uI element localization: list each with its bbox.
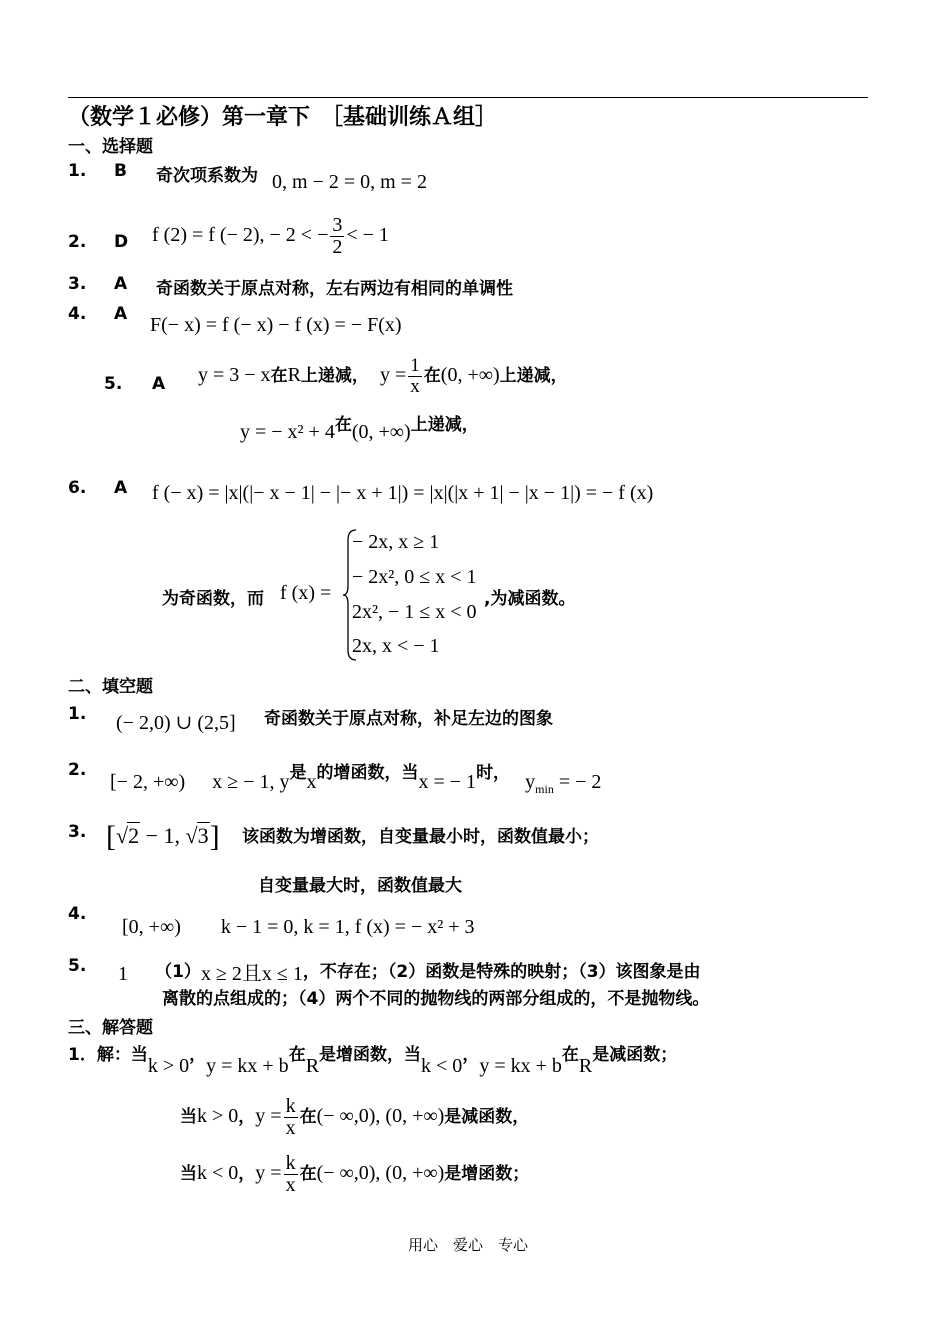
q5-expr-1: y = 3 − x — [198, 363, 271, 386]
fill-q2-y: y — [525, 771, 536, 793]
solve-q1-expr-5: y = kx + b — [479, 1055, 562, 1077]
solve-q1-text-1: ， — [189, 1045, 207, 1065]
piecewise-case-1: − 2x, x ≥ 1 — [352, 531, 440, 553]
q5-text-4: 上递减， — [499, 365, 568, 386]
fill-q2-text-2: 的增函数，当 — [316, 763, 419, 783]
fill-q3-text-2: 自变量最大时，函数值最大 — [258, 876, 462, 896]
fill-q5-answer: 1 — [118, 963, 128, 985]
q5-expr-5: y = − x² + 4 — [240, 421, 335, 443]
fraction-numerator: 3 — [332, 214, 343, 236]
header-rule — [68, 97, 868, 98]
solve-l2-pre: 当 — [180, 1107, 197, 1127]
solve-l2-text-3: 是减函数， — [444, 1107, 530, 1127]
solve-l3-expr-1: k < 0 — [197, 1162, 239, 1184]
choice-q1-text: 奇次项系数为 — [156, 166, 258, 186]
fill-q5-line1 — [118, 954, 701, 983]
choice-q4-math: F(− x) = f (− x) − f (x) = − F(x) — [150, 314, 402, 336]
piecewise-case-4: 2x, x < − 1 — [352, 635, 440, 657]
q5-text-1: 在 — [270, 365, 288, 386]
q5-text-5: 在 — [334, 415, 352, 435]
choice-q5-line2 — [240, 415, 479, 444]
solve-q1-lead: 1．解：当 — [68, 1045, 148, 1065]
fraction-denominator: x — [285, 1117, 296, 1139]
solve-q1-expr-2: y = kx + b — [206, 1055, 289, 1077]
section-fill-heading: 二、填空题 — [68, 677, 153, 697]
q5-text-2: 上递减， — [300, 365, 369, 386]
fill-q5-text-1: （1） — [155, 962, 201, 982]
left-bracket: [ — [106, 820, 116, 853]
choice-q4-answer: A — [114, 304, 128, 324]
fill-q2-expr-3: x — [306, 771, 317, 793]
choice-q1-number: 1. — [68, 161, 87, 181]
choice-q5-answer: A — [152, 374, 166, 394]
q5-expr-4: (0, +∞) — [440, 363, 500, 386]
choice-q6-number: 6. — [68, 478, 87, 498]
interval-separator: − 1, — [140, 823, 186, 848]
fraction-denominator: x — [285, 1174, 296, 1196]
fill-q2-expr-1: [− 2, +∞) — [110, 771, 186, 793]
fraction-denominator: x — [410, 375, 420, 397]
choice-q2-fraction — [330, 215, 344, 258]
solve-l2-fraction — [284, 1096, 298, 1139]
fill-q3-number: 3. — [68, 822, 87, 842]
solve-l3-expr-3: (− ∞,0), (0, +∞) — [316, 1162, 445, 1184]
sqrt-radicand-1: 2 — [128, 823, 140, 848]
section-solve-heading: 三、解答题 — [68, 1018, 153, 1038]
fill-q2-text-3: 时， — [476, 763, 511, 783]
fill-q2-number: 2. — [68, 760, 87, 780]
choice-q4-number: 4. — [68, 304, 87, 324]
solve-l3-text-3: 是增函数； — [444, 1164, 530, 1184]
fill-q1-number: 1. — [68, 704, 87, 724]
fill-q1-text: 奇函数关于原点对称，补足左边的图象 — [264, 709, 553, 729]
solve-l3-pre: 当 — [180, 1164, 197, 1184]
fraction-numerator: k — [285, 1095, 296, 1117]
fill-q5-expr: x ≥ 2且x ≤ 1 — [200, 963, 303, 985]
fill-q3-interval: [√2 − 1, √3] — [106, 820, 220, 853]
choice-q6-pre-text: 为奇函数，而 — [162, 589, 264, 609]
fill-q2-expr-2: x ≥ − 1, y — [212, 771, 290, 793]
piecewise-case-3: 2x², − 1 ≤ x < 0 — [352, 601, 477, 623]
choice-q3-number: 3. — [68, 274, 87, 294]
choice-q2-math-left: f (2) = f (− 2), − 2 < − — [152, 224, 329, 247]
fill-q5-text-2: ，不存在；（2）函数是特殊的映射；（3）该图象是由 — [302, 962, 701, 982]
q5-expr-6: (0, +∞) — [351, 421, 411, 443]
choice-q6-post-text: ,为减函数。 — [484, 589, 576, 609]
fill-q4-number: 4. — [68, 904, 87, 924]
fill-q3-text-1: 该函数为增函数，自变量最小时，函数值最小； — [242, 827, 599, 847]
choice-q6-line1: f (− x) = |x|(|− x − 1| − |− x + 1|) = |x|(|x + 1| − |x − 1|) = − f (x) — [152, 482, 654, 504]
choice-q5-number: 5. — [104, 374, 123, 394]
q5-text-6: 上递减， — [410, 415, 479, 435]
solve-q1-expr-6: R — [578, 1055, 593, 1077]
sqrt-radicand-2: 3 — [197, 823, 209, 848]
fraction-denominator: 2 — [332, 236, 343, 258]
fill-q5-line2: 离散的点组成的；（4）两个不同的抛物线的两部分组成的，不是抛物线。 — [162, 989, 710, 1009]
piecewise-case-2: − 2x², 0 ≤ x < 1 — [352, 566, 477, 588]
solve-l3-expr-2: y = — [255, 1162, 282, 1184]
fill-q4-math: [0, +∞) k − 1 = 0, k = 1, f (x) = − x² + 3 — [122, 916, 475, 938]
fill-q5-number: 5. — [68, 956, 87, 976]
page-footer: 用心 爱心 专心 — [408, 1236, 529, 1254]
q5-text-3: 在 — [423, 365, 441, 386]
fill-q2-line — [110, 758, 602, 796]
q5-fraction — [408, 356, 422, 397]
choice-q2-math-right: < − 1 — [346, 224, 389, 247]
solve-q1-line2 — [180, 1096, 529, 1139]
fraction-numerator: 1 — [410, 355, 420, 376]
choice-q6-answer: A — [114, 478, 128, 498]
solve-l2-expr-2: y = — [255, 1105, 282, 1127]
solve-q1-text-3: 是增函数，当 — [319, 1045, 422, 1065]
solve-l2-expr-1: k > 0 — [197, 1105, 239, 1127]
choice-q6-fx: f (x) = — [280, 582, 332, 604]
right-bracket: ] — [209, 820, 220, 853]
fill-q2-ymin — [525, 771, 602, 796]
solve-q1-text-6: 是减函数； — [592, 1045, 678, 1065]
solve-q1-text-2: 在 — [288, 1045, 306, 1065]
page-title: （数学１必修）第一章下 ［基础训练Ａ组］ — [68, 105, 498, 130]
choice-q3-answer: A — [114, 274, 128, 294]
fill-q2-expr-4: x = − 1 — [418, 771, 477, 793]
choice-q2-math — [152, 215, 389, 258]
solve-l2-text-1: ， — [238, 1107, 256, 1127]
solve-q1-text-5: 在 — [561, 1045, 579, 1065]
solve-l3-fraction — [284, 1153, 298, 1196]
solve-q1-expr-4: k < 0 — [421, 1055, 463, 1077]
solve-q1-line1 — [68, 1040, 678, 1077]
fraction-numerator: k — [285, 1152, 296, 1174]
choice-q2-number: 2. — [68, 232, 87, 252]
fill-q2-text-1: 是 — [289, 763, 307, 783]
solve-q1-expr-3: R — [305, 1055, 320, 1077]
solve-q1-expr-1: k > 0 — [147, 1055, 190, 1077]
fill-q2-expr-6: = − 2 — [558, 771, 602, 793]
choice-q1-answer: B — [114, 161, 127, 181]
solve-l2-text-2: 在 — [299, 1107, 317, 1127]
q5-expr-2: R — [287, 363, 301, 386]
choice-q5-line1 — [198, 356, 568, 397]
solve-q1-text-4: ， — [462, 1045, 480, 1065]
q5-expr-3: y = — [380, 363, 407, 386]
solve-l3-text-2: 在 — [299, 1164, 317, 1184]
choice-q2-answer: D — [114, 232, 129, 252]
solve-l2-expr-3: (− ∞,0), (0, +∞) — [316, 1105, 445, 1127]
solve-l3-text-1: ， — [238, 1164, 256, 1184]
choice-q1-math: 0, m − 2 = 0, m = 2 — [272, 171, 427, 193]
choice-q3-text: 奇函数关于原点对称，左右两边有相同的单调性 — [156, 279, 513, 299]
solve-q1-line3 — [180, 1153, 529, 1196]
fill-q2-min-subscript: min — [535, 782, 554, 796]
fill-q1-math: (− 2,0) ∪ (2,5] — [116, 712, 236, 734]
section-choice-heading: 一、选择题 — [68, 137, 153, 157]
